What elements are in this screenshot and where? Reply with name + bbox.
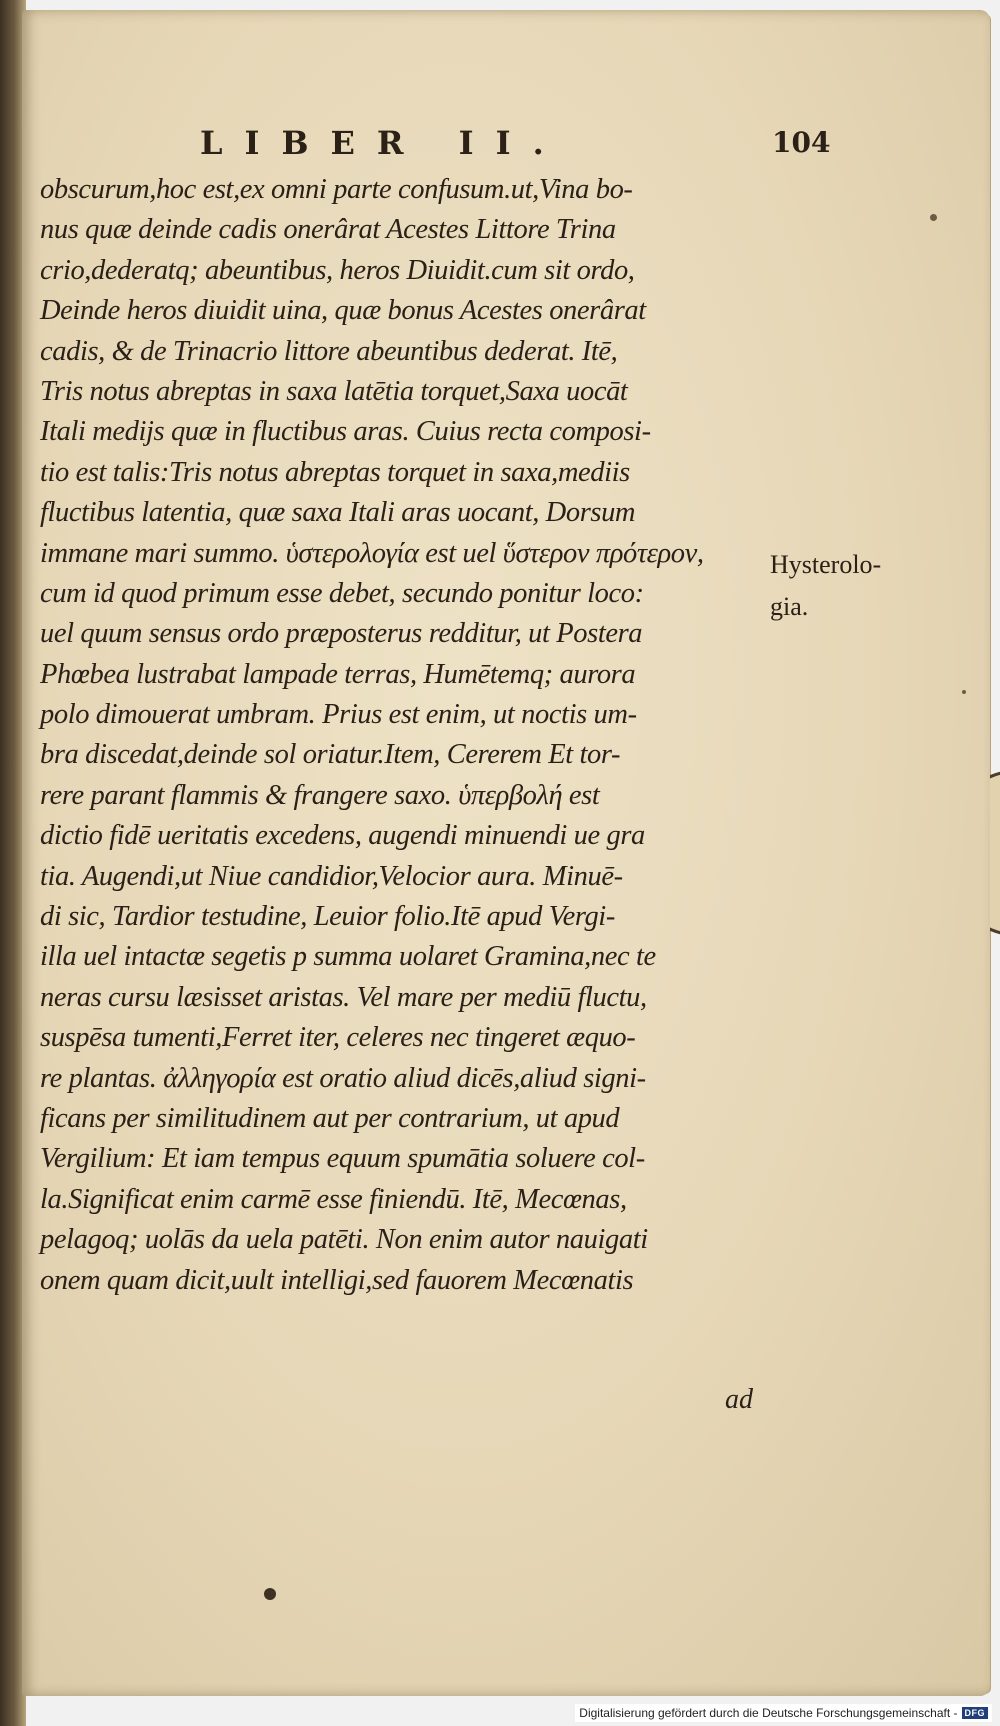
running-header: LIBER II. [200,124,566,162]
text-line: crio,dederatq; abeuntibus, heros Diuidit.cum sit ordo, [40,254,635,286]
text-line: Itali medijs quæ in fluctibus aras. Cuius recta composi- [40,416,651,448]
main-text-block [40,170,760,1301]
text-line: Deinde heros diuidit uina, quæ bonus Acestes onerârat [40,295,646,327]
ink-spot [930,214,937,221]
text-line: dictio fidē ueritatis excedens, augendi minuendi ue gra [40,820,645,852]
folio-number: 104 [772,126,831,159]
ink-spot [264,1588,276,1600]
credit-text: Digitalisierung gefördert durch die Deutsche Forschungsgemeinschaft - [579,1706,958,1720]
text-line: pelagoq; uolās da uela patēti. Non enim autor nauigati [40,1224,648,1256]
text-line: tio est talis:Tris notus abreptas torquet in saxa,mediis [40,456,630,488]
text-line: illa uel intactæ segetis p summa uolaret Gramina,nec te [40,941,656,973]
text-line: uel quum sensus ordo præposterus redditur, ut Postera [40,618,643,650]
text-line: re plantas. ἀλληγορία est oratio aliud dicēs,aliud signi- [40,1062,646,1094]
text-line: obscurum,hoc est,ex omni parte confusum.ut,Vina bo- [40,174,633,205]
text-line: onem quam dicit,uult intelligi,sed fauorem Mecœnatis [40,1264,634,1296]
text-line: nus quæ deinde cadis onerârat Acestes Littore Trina [40,214,616,246]
digitization-credit [575,1704,992,1722]
text-line: Phœbea lustrabat lampade terras, Humētemq; aurora [40,658,636,690]
text-line: Tris notus abreptas in saxa latētia torquet,Saxa uocāt [40,375,628,407]
text-line: ficans per similitudinem aut per contrarium, ut apud [40,1102,620,1134]
dfg-logo: DFG [962,1707,989,1719]
marginal-note [770,544,881,628]
ink-spot [962,690,966,694]
catchword: ad [725,1384,753,1415]
text-line: suspēsa tumenti,Ferret iter, celeres nec tingeret æquo- [40,1022,636,1054]
text-line: cum id quod primum esse debet, secundo ponitur loco: [40,577,644,609]
text-line: neras cursu læsisset aristas. Vel mare per mediū fluctu, [40,981,647,1013]
text-line: cadis, & de Trinacrio littore abeuntibus dederat. Itē, [40,335,618,367]
text-line: rere parant flammis & frangere saxo. ὑπερβολή est [40,779,600,811]
text-line: immane mari summo. ὑστερολογία est uel ὕστερον πρότερον, [40,537,704,569]
text-line: Vergilium: Et iam tempus equum spumātia soluere col- [40,1143,645,1175]
text-line: tia. Augendi,ut Niue candidior,Velocior aura. Minuē- [40,860,623,892]
text-line: di sic, Tardior testudine, Leuior folio.Itē apud Vergi- [40,901,615,933]
text-line: fluctibus latentia, quæ saxa Itali aras uocant, Dorsum [40,497,636,529]
text-line: la.Significat enim carmē esse finiendū. Itē, Mecœnas, [40,1183,627,1215]
marginal-note-line: Hysterolo- [770,550,882,579]
text-line: polo dimouerat umbram. Prius est enim, ut noctis um- [40,699,637,731]
marginal-note-line: gia. [770,592,809,621]
text-line: bra discedat,deinde sol oriatur.Item, Cererem Et tor- [40,739,621,771]
